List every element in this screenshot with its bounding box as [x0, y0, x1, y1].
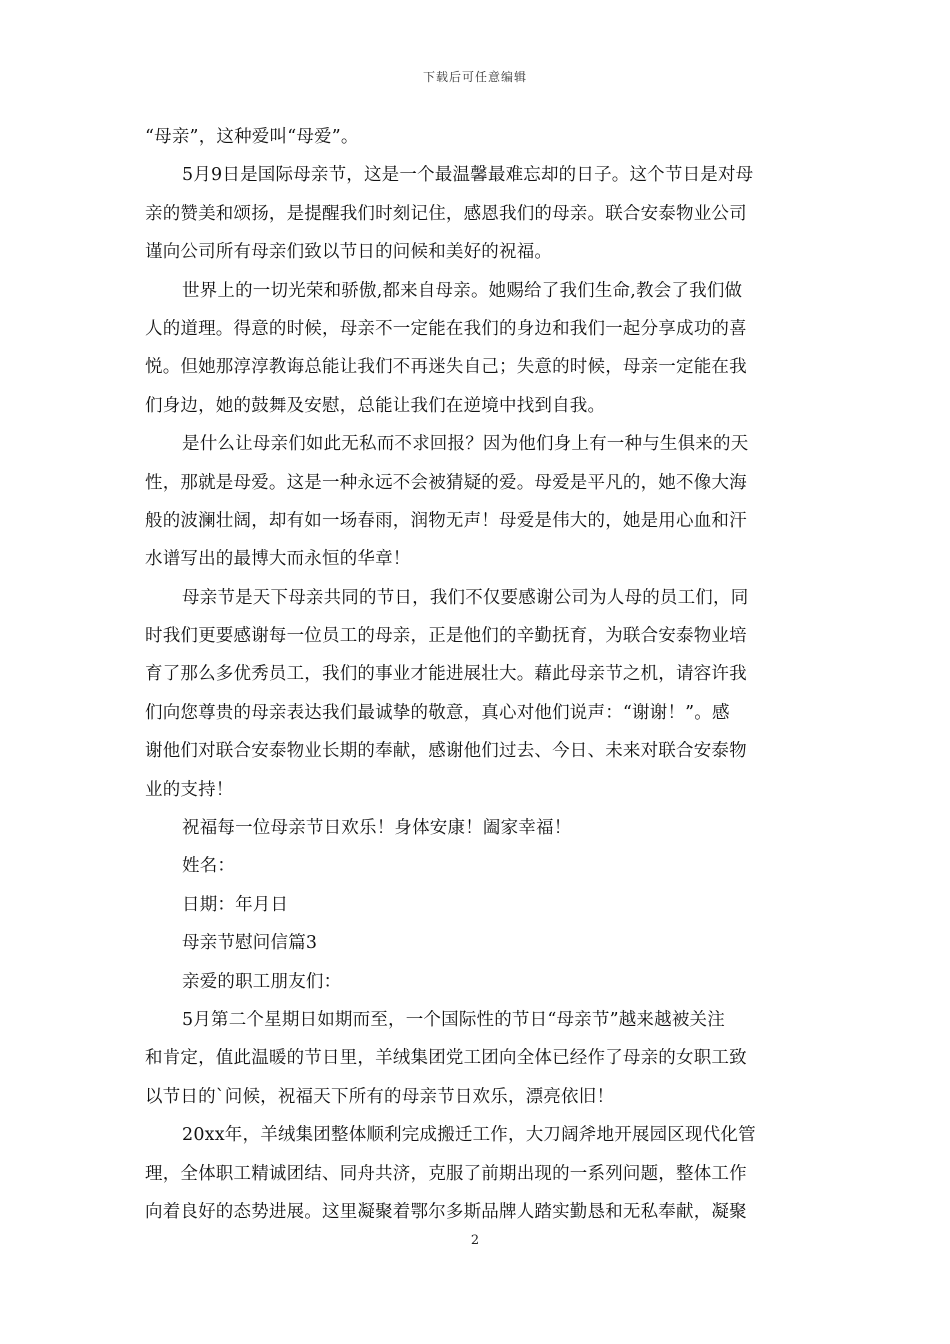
text-line: 5月第二个星期日如期而至，一个国际性的节日“母亲节”越来越被关注 — [182, 1009, 725, 1030]
text-line: 以节日的`问候，祝福天下所有的母亲节日欢乐，漂亮依旧！ — [145, 1086, 615, 1107]
text-line: 水谱写出的最博大而永恒的华章！ — [145, 549, 411, 570]
text-line: 谢他们对联合安泰物业长期的奉献，感谢他们过去、今日、未来对联合安泰物 — [145, 741, 747, 762]
text-line: 业的支持！ — [145, 779, 234, 800]
text-line: 们向您尊贵的母亲表达我们最诚挚的敬意，真心对他们说声：“谢谢！”。感 — [145, 702, 730, 723]
text-line: 日期：年月日 — [182, 894, 289, 915]
text-line: 理，全体职工精诚团结、同舟共济，克服了前期出现的一系列问题，整体工作 — [145, 1163, 747, 1184]
text-line: 姓名： — [182, 856, 236, 877]
document-body — [145, 118, 809, 1231]
text-line: 世界上的一切光荣和骄傲,都来自母亲。她赐给了我们生命,教会了我们做 — [182, 280, 743, 301]
text-line: 谨向公司所有母亲们致以节日的问候和美好的祝福。 — [145, 242, 553, 263]
text-line: 祝福每一位母亲节日欢乐！身体安康！阖家幸福！ — [182, 818, 572, 839]
text-line: 们身边，她的鼓舞及安慰，总能让我们在逆境中找到自我。 — [145, 395, 606, 416]
text-line: “母亲”，这种爱叫“母爱”。 — [145, 127, 359, 147]
text-line: 母亲节是天下母亲共同的节日，我们不仅要感谢公司为人母的员工们，同 — [182, 587, 749, 608]
text-line: 时我们更要感谢每一位员工的母亲，正是他们的辛勤抚育，为联合安泰物业培 — [145, 626, 747, 647]
page-header-note: 下载后可任意编辑 — [422, 70, 527, 84]
text-line: 亲爱的职工朋友们： — [182, 971, 342, 992]
text-line: 育了那么多优秀员工，我们的事业才能进展壮大。藉此母亲节之机，请容许我 — [145, 664, 747, 685]
text-line: 母亲节慰问信篇3 — [182, 933, 318, 954]
text-line: 向着良好的态势进展。这里凝聚着鄂尔多斯品牌人踏实勤恳和无私奉献，凝聚 — [145, 1201, 747, 1222]
page-number: 2 — [470, 1233, 480, 1248]
text-line: 亲的赞美和颂扬，是提醒我们时刻记住，感恩我们的母亲。联合安泰物业公司 — [145, 203, 747, 224]
text-line: 般的波澜壮阔，却有如一场春雨，润物无声！母爱是伟大的，她是用心血和汗 — [145, 510, 747, 531]
text-line: 20xx年，羊绒集团整体顺利完成搬迁工作，大刀阔斧地开展园区现代化管 — [182, 1125, 756, 1146]
text-line: 是什么让母亲们如此无私而不求回报？因为他们身上有一种与生俱来的天 — [182, 434, 749, 455]
text-line: 5月9日是国际母亲节，这是一个最温馨最难忘却的日子。这个节日是对母 — [182, 165, 754, 186]
text-line: 悦。但她那淳淳教诲总能让我们不再迷失自己；失意的时候，母亲一定能在我 — [145, 357, 747, 378]
text-line: 和肯定，值此温暖的节日里，羊绒集团党工团向全体已经作了母亲的女职工致 — [145, 1048, 747, 1069]
text-line: 性，那就是母爱。这是一种永远不会被猜疑的爱。母爱是平凡的，她不像大海 — [145, 472, 747, 493]
text-line: 人的道理。得意的时候，母亲不一定能在我们的身边和我们一起分享成功的喜 — [145, 318, 747, 339]
